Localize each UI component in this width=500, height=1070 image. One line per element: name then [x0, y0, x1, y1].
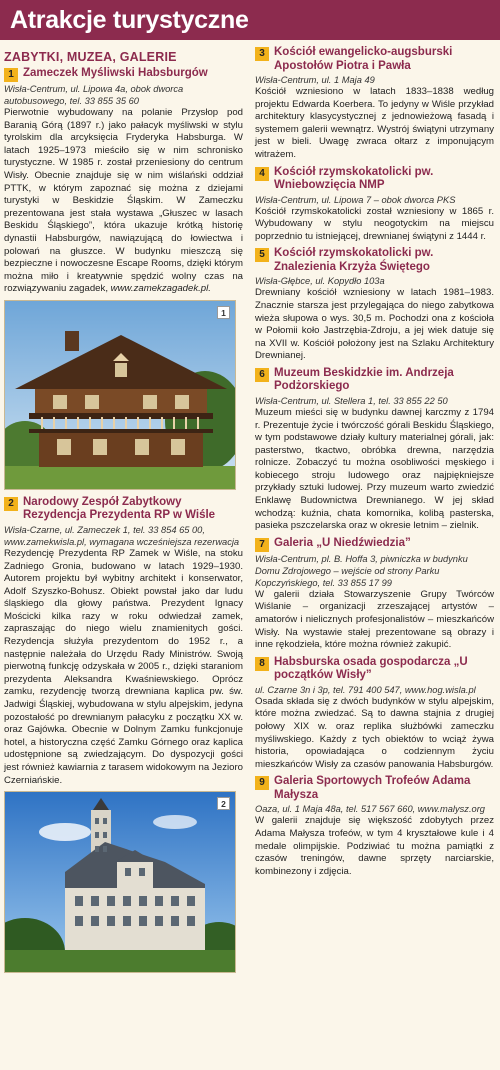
entry-4 [255, 166, 494, 244]
entry-1 [4, 67, 243, 296]
entry-title: Habsburska osada gospodarcza „U początków Wisły” [274, 655, 468, 682]
page-header [0, 0, 500, 40]
photo-hunting-lodge [4, 300, 236, 490]
entry-description: Rezydencję Prezydenta RP Zamek w Wiśle, na stoku Zadniego Gronia, budowano w latach 1929–1930. Autorem projektu był wybitny architekt i konserwator, Adolf Szyszko-Bohusz. Obiekt powstał jako dar ludu śląskiego dla głowy państwa. Prezydent Ignacy Mościcki kilka razy w roku odwiedzał zamek, zapraszając do niego wielu znamienitych gości. Rezydencja służyła prezydentom do 1952 r., a następnie należała do Urzędu Rady Ministrów. Swoją pierwotną funkcję odzyskała w 2005 r., dzięki staraniom prezydenta Aleksandra Kwaśniewskiego. Oprócz zamku, rezydencję tworzą drewniana kaplica pw. św. Jadwigi Śląskiej, wybudowana w stylu alpejskim, jedyna pozostałość po drewnianym pałacyku z początku XX w. oraz Gajówka. Obecnie w Dolnym Zamku funkcjonuje hotel, a historyczna część Zamku Górnego oraz kaplica udostępnione są zwiedzającym. Do dyspozycji gości jest również kawiarnia z tarasem widokowym na Jezioro Czerniańskie. [4, 547, 243, 786]
castle-illustration [5, 792, 236, 973]
entry-number-badge: 1 [4, 68, 18, 82]
entry-2 [4, 496, 243, 787]
section-title: ZABYTKI, MUZEA, GALERIE [4, 50, 177, 64]
entry-description: W galerii działa Stowarzyszenie Grupy Twórców Wiślanie – organizacji zrzeszającej artystów – amatorów i nielicznych profesjonalistów – mieszkańców Wisły. Na wystawie stałej prezentowane są obrazy i inne rękodzieła, które można również zakupić. [255, 588, 494, 651]
entry-title: Zameczek Myśliwski Habsburgów [23, 67, 208, 79]
entry-description [4, 107, 243, 296]
entry-5 [255, 247, 494, 363]
entry-7 [255, 537, 494, 652]
entry-description: W galerii znajduje się większość zdobytych przez Adama Małysza trofeów, w tym 4 kryształowe kule i 4 medale olimpijskie. Podziwiać tu można pamiątki z czasów treningów, dawne sprzęty narciarskie, kombinezony i zdjęcia. [255, 815, 494, 877]
hunting-lodge-illustration [5, 301, 236, 490]
entry-number-badge: 7 [255, 538, 269, 552]
entry-number-badge: 6 [255, 368, 269, 382]
entry-address: Oaza, ul. 1 Maja 48a, tel. 517 567 660, www.malysz.org [255, 804, 485, 815]
entry-9 [255, 775, 494, 878]
photo-number-badge: 1 [217, 306, 230, 319]
entry-address: Wisła-Centrum, ul. Stellera 1, tel. 33 855 22 50 [255, 395, 448, 406]
entry-6 [255, 367, 494, 533]
entry-description: Kościół rzymskokatolicki został wzniesiony w 1865 r. Wybudowany w stylu neogotyckim na miejscu poprzednio tu istniejącej, drewnianej świątyni z 1444 r. [255, 205, 494, 242]
entry-description: Muzeum mieści się w budynku dawnej karczmy z 1794 r. Prezentuje życie i twórczość górali Beskidu Śląskiego, w tym podstawowe działy kultury materialnej górali, jak: pasterstwo, tkactwo, obróbka drewna, narzędzia rolnicze. Zobaczyć tu można osobliwości męskiego i kobiecego stroju ludowego oraz najpiękniejsze przykłady sztuki ludowej. Przy muzeum warto zwiedzić Enklawę Budownictwa Drewnianego. W jej skład wchodzą: kuźnia, chata komornika, kolibą pasterska, pasieka pszczelarska oraz w okresie letnim – zielnik. [255, 406, 494, 532]
entry-number-badge: 8 [255, 657, 269, 671]
entry-address: Wisła-Czarne, ul. Zameczek 1, tel. 33 854 65 00, www.zamekwisla.pl, wymagana wcześniejsza rezerwacja [4, 524, 240, 547]
entry-description: Drewniany kościół wzniesiony w latach 1981–1983. Znacznie starsza jest przylegająca do niego zabytkowa wieża słupowa o wys. 30,5 m. Pochodzi ona z kościoła w Połomii koło Jastrzębia-Zdroju, a jej wiek datuje się na XVII w. Kościół położony jest na Szlaku Architektury Drewnianej. [255, 287, 494, 362]
entry-title: Kościół rzymskokatolicki pw. Znalezienia Krzyża Świętego [274, 247, 434, 273]
entry-title: Kościół ewangelicko-augsburski Apostołów Piotra i Pawła [274, 46, 453, 72]
entry-number-badge: 2 [4, 497, 18, 511]
entry-number-badge: 3 [255, 47, 269, 61]
entry-3 [255, 46, 494, 162]
photo-castle [4, 791, 236, 973]
entry-body-text: Pierwotnie wybudowany na polanie Przysłop pod Baranią Górą (1897 r.) jako pałacyk myśliwski w stylu tyrolskim dla arcyksięcia Fryderyka Habsburga. W latach 1925–1973 mieściło się w nim schronisko turystyczne. W 1985 r. został przeniesiony do centrum Wisły. Obecnie znajduje się w nim wiślański oddział PTTK, w którym zapoznać się można z dziejami turystyki w Beskidzie Śląskim. W Zameczku prezentowana jest stała wystawa „Głuszec w lasach Beskidu Śląskiego”, która ukazuje krótką historię dynastii Habsburgów, nawiązującą do łowiectwa i polowań na głuszce. W budynku mieszczą się bezpieczne i nowoczesne Escape Rooms, dzięki którym można miło i kreatywnie spędzić wolny czas na rozwiązywaniu zagadek, [4, 107, 243, 295]
entry-title: Galeria Sportowych Trofeów Adama Małysza [274, 775, 471, 801]
entry-title: Galeria „U Niedźwiedzia” [274, 536, 411, 549]
entry-title: Kościół rzymskokatolicki pw. Wniebowzięcia NMP [274, 165, 434, 192]
website-link[interactable]: www.zamekzagadek.pl. [110, 283, 211, 295]
photo-number-badge: 2 [217, 797, 230, 810]
entry-title: Muzeum Beskidzkie im. Andrzeja Podżorskiego [274, 366, 454, 393]
entry-title: Narodowy Zespół Zabytkowy Rezydencja Prezydenta RP w Wiśle [23, 495, 216, 522]
entry-address: Wisła-Głębce, ul. Kopydło 103a [255, 276, 385, 287]
entry-description: Kościół wzniesiono w latach 1833–1838 według projektu Edwarda Koerbera. To jedyny w Wiśle przykład architektury klasycystycznej z jednowieżową fasadą i systemem galerii wewnątrz. Wystrój świątyni utrzymany jest w bieli. Uwagę zwraca ołtarz z imponującym witrażem. [255, 86, 494, 160]
entry-address: Wisła-Centrum, ul. 1 Maja 49 [255, 75, 375, 85]
entry-number-badge: 4 [255, 167, 269, 181]
right-column [255, 44, 494, 882]
left-column [4, 48, 243, 979]
entry-8 [255, 656, 494, 772]
entry-number-badge: 9 [255, 776, 269, 790]
entry-address: Wisła-Centrum, ul. Lipowa 4a, obok dworca autobusowego, tel. 33 855 35 60 [4, 84, 184, 106]
entry-address: Wisła-Centrum, ul. Lipowa 7 – obok dworca PKS [255, 194, 456, 205]
entry-address: Wisła-Centrum, pl. B. Hoffa 3, piwniczka w budynku Domu Zdrojowego – wejście od strony Parku Kopczyńskiego, tel. 33 855 17 99 [255, 553, 468, 588]
page-title: Atrakcje turystyczne [10, 6, 249, 34]
entry-address: ul. Czarne 3n i 3p, tel. 791 400 547, www.hog.wisla.pl [255, 684, 476, 695]
entry-description: Osada składa się z dwóch budynków w stylu alpejskim, które można zwiedzać. Są to dawna stajnia z drugiej połowy XIX w. oraz replika służbówki zameczku myśliwskiego. Każdy z tych obiektów to wciąż żywa historia, opowiadająca o codziennym życiu mieszkańców Wisły za czasów panowania Habsburgów. [255, 695, 494, 770]
entry-number-badge: 5 [255, 248, 269, 262]
